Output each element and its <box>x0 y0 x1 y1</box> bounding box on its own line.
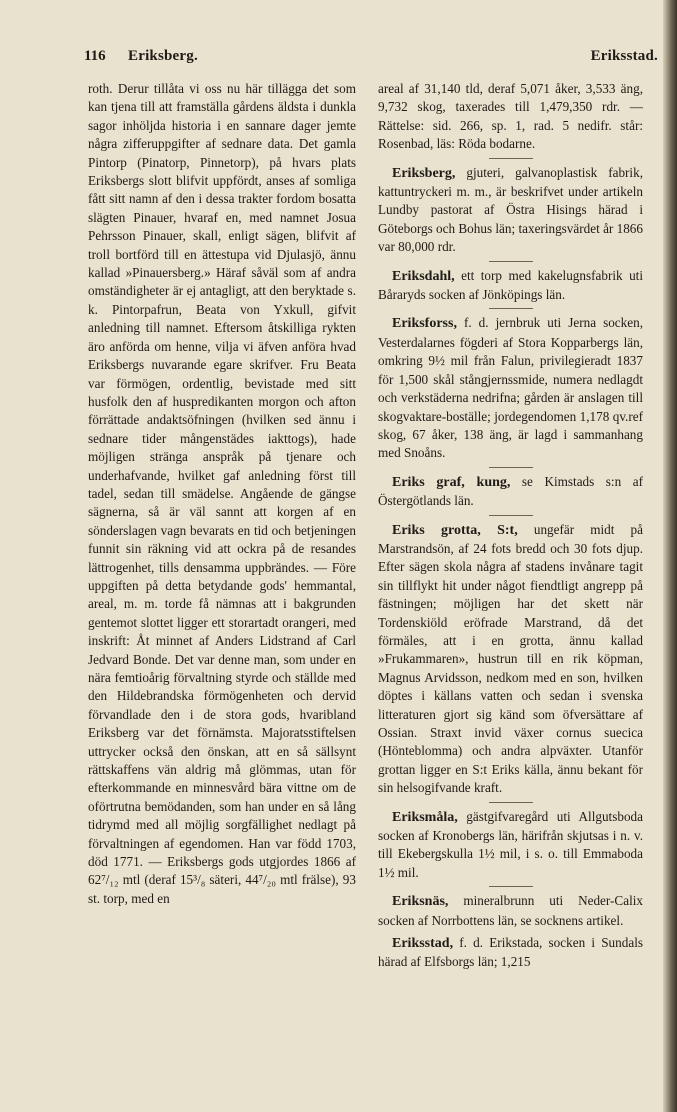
entry-term: Eriksforss, <box>392 316 457 332</box>
entry-term: Eriksberg, <box>392 165 456 181</box>
divider <box>489 261 533 262</box>
entry-text: f. d. Erikstada, socken i Sundals härad af Elfsborgs län; 1,215 <box>378 935 643 970</box>
divider <box>489 515 533 516</box>
divider <box>489 308 533 309</box>
header-right-title: Eriksstad. <box>590 48 658 64</box>
entry-eriksberg <box>378 164 643 257</box>
entry-eriksmala <box>378 808 643 883</box>
divider <box>489 886 533 887</box>
entry-eriksstad <box>378 934 643 972</box>
left-column-text: roth. Derur tillåta vi oss nu här tillägga det som kan tjena till att framställa gårdens äldsta i dunkla sagor inhöljda historia i en sannare dager jemte några zifferuppgifter af sednare data. Det gamla Pintorp (Pinatorp, Pinnetorp), på hvars plats Eriksbergs slott blifvit uppfördt, anses af somliga fått sitt namn af den i dessa trakter fordom bosatta slägten Pinauer, hvaraf en, med namnet Josua Pehrsson Pinauer, skall, enligt sägen, blifvit af troll bortförd till en ättestupa vid Djulasjö, ännu kallad »Pinauersberg.» Häraf såväl som af andra omständigheter är ej antagligt, att den beryktade s. k. Pintorpafrun, Beata von Yxkull, gifvit anledning till namnet. Eftersom åtskilliga rykten äro anförda om henne, vilja vi äfven anföra hvad Eriksbergs nuvarande egare skrifver. Fru Beata var förmögen, ordentlig, bevistade med sitt husfolk den af huspredikanten morgon och afton förrättade andaktsöfningen (hvilken sed ännu i sednare tider mångenstädes iakttogs), hade möjligen stränga anspråk på tjenare och underhafvande, hvilket gaf anledning först till tadel, sedan till smädelse. Angående de gängse sägnerna, så är väl sannt att korgen af en sönderslagen vagn bevarats en tid och betjeningen funnit sin räkning vid att ockra på de resandes lättrogenhet, tills densamma uppbrändes. — Före uppgiften på detta betydande gods' hemmantal, areal, m. m. torde få nämnas att i bakgrunden gentemot slottet ligger ett storartadt orangeri, med inskrift: Åt minnet af Anders Lidstrand af Carl Jedvard Bonde. Det var denne man, som under en nära femtioårig förvaltning styrde och ställde med den Hildebrandska förmögenheten och dervid förvandlade den i de stora gods, hvaribland Eriksberg var det förnämsta. Majoratsstiftelsen uttrycker också den önskan, att en så sällsynt rättskaffens vän aldrig må glömmas, utan för efterkommande en minnesvård bära vittne om de oförtrutna bemödanden, som han under en så lång tidrymd med all möjlig sorgfällighet nedlagt på förvaltningen af egendomen. Han var född 1703, död 1771. — Eriksbergs gods utgjordes 1866 af 62⁷/₁₂ mtl (deraf 15³/₈ säteri, 44⁷/₂₀ mtl frälse), 93 st. torp, med en <box>88 81 356 906</box>
entry-text: ungefär midt på Marstrandsön, af 24 fots bredd och 30 fots djup. Efter sägen skola några af stadens invånare tagit sin tillflykt hit under något fiendtligt angrepp på fästningen; möjligen har det skett när Tordenskiöld eröfrade Marstrand, då det förmäles, att i en grotta, ännu kallad »Frukammaren», hustrun till en rik köpman, Magnus Arvidsson, nedkom med en son, hvilken döptes i källans vatten och sedan i svenska litteraturen gjort sig känd som öfversättare af Ossian. Straxt invid växer cornus suecica (Hönteblomma) och andra alpväxter. Utanför grottan ligger en S:t Eriks källa, ännu bekant för sin helsogifvande kraft. <box>378 521 643 796</box>
entry-term: Eriksnäs, <box>392 894 449 910</box>
entry-text: f. d. jernbruk uti Jerna socken, Vesterdalarnes fögderi af Stora Kopparbergs län, omkring 9½ mil från Falun, privilegieradt 1837 för 1,500 skål stångjernssmide, numera nedlagdt och verkstäderna nedrifna; gården är anslagen till skogvaktare-boställe; jordegendomen 1,178 qv.ref skog, 67 åker, 138 äng, är lagd i sammanhang med Snoåns. <box>378 315 643 461</box>
entry-text: ett torp med kakelugnsfabrik uti Båraryds socken af Jönköpings län. <box>378 267 643 303</box>
entry-eriks-grotta <box>378 521 643 798</box>
entry-eriksdahl <box>378 267 643 305</box>
entry-text: se Kimstads s:n af Östergötlands län. <box>378 473 643 509</box>
entry-term: Eriksdahl, <box>392 268 455 284</box>
entry-text: gästgifvaregård uti Allgutsboda socken af Kronobergs län, härifrån skjutsas i n. v. till Ekebergskulla 1½ mil, i s. o. till Emmaboda 1½ mil. <box>378 808 643 880</box>
divider <box>489 158 533 159</box>
entry-text: gjuteri, galvanoplastisk fabrik, kattuntryckeri m. m., är beskrifvet under artikeln Lundby pastorat af Östra Hisings härad i Göteborgs och Bohus län; taxeringsvärdet år 1866 var 80,000 rdr. <box>378 164 643 255</box>
entry-eriksforss <box>378 314 643 462</box>
entry-text: mineralbrunn uti Neder-Calix socken af Norrbottens län, se socknens artikel. <box>378 893 643 928</box>
divider <box>489 802 533 803</box>
entry-eriks-graf <box>378 473 643 511</box>
running-header <box>84 48 658 72</box>
page-edge <box>663 0 677 1112</box>
header-left-title: Eriksberg. <box>128 48 198 64</box>
entry-term: Eriksstad, <box>392 936 454 952</box>
right-column-intro: areal af 31,140 tld, deraf 5,071 åker, 3,533 äng, 9,732 skog, taxerades till 1,479,350 rdr. — Rättelse: sid. 266, sp. 1, rad. 5 nedifr. står: Rosenbad, läs: Röda bodarne. <box>378 81 643 152</box>
left-column <box>88 80 356 908</box>
right-column <box>378 80 643 972</box>
entry-eriksnas <box>378 892 643 930</box>
entry-term: Eriksmåla, <box>392 809 458 825</box>
entry-term: Eriks grotta, S:t, <box>392 522 518 538</box>
page-number: 116 <box>84 48 106 64</box>
divider <box>489 467 533 468</box>
entry-term: Eriks graf, kung, <box>392 474 511 490</box>
